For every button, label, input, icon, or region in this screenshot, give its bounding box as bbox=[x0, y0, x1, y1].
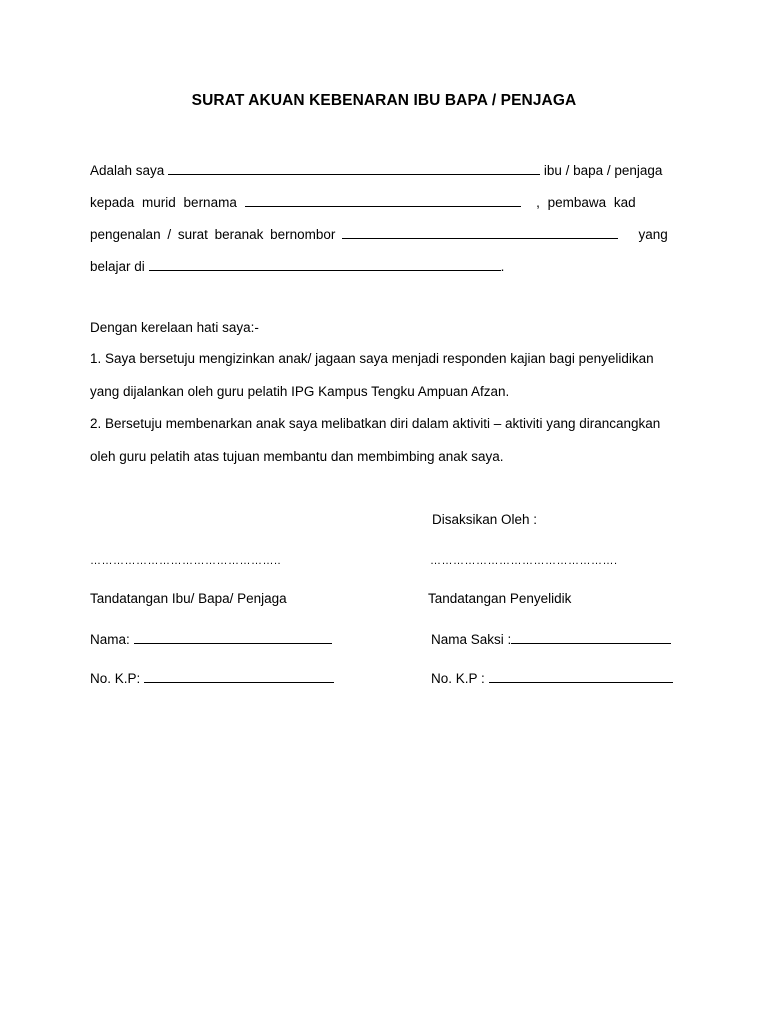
declaration-line-2 bbox=[90, 194, 678, 211]
researcher-signature-label: Tandatangan Penyelidik bbox=[428, 591, 572, 606]
witness-ic-field[interactable] bbox=[489, 670, 673, 683]
consent-item-1-line-1: 1. Saya bersetuju mengizinkan anak/ jagaan saya menjadi responden kajian bagi penyelidikan bbox=[90, 351, 654, 366]
line4-suffix: . bbox=[500, 259, 505, 274]
line2-suffix: , pembawa kad bbox=[536, 195, 636, 210]
parent-name-row bbox=[90, 631, 332, 647]
parent-ic-field[interactable] bbox=[144, 670, 334, 683]
consent-intro: Dengan kerelaan hati saya:- bbox=[90, 320, 259, 335]
parent-ic-label: No. K.P: bbox=[90, 671, 141, 686]
witness-ic-label: No. K.P : bbox=[431, 671, 485, 686]
school-blank[interactable] bbox=[149, 258, 501, 271]
consent-item-2-line-1: 2. Bersetuju membenarkan anak saya melibatkan diri dalam aktiviti – aktiviti yang dirancangkan bbox=[90, 416, 661, 431]
declaration-line-4 bbox=[90, 258, 678, 275]
declaration-line-1 bbox=[90, 162, 678, 179]
parent-ic-row bbox=[90, 670, 334, 686]
parent-name-label: Nama: bbox=[90, 632, 130, 647]
parent-name-blank[interactable] bbox=[168, 162, 540, 175]
parent-signature-dots[interactable]: ………………………………………….. bbox=[90, 555, 282, 567]
line1-suffix: ibu / bapa / penjaga bbox=[543, 163, 663, 178]
pupil-name-blank[interactable] bbox=[245, 194, 521, 207]
researcher-signature-dots[interactable]: …………………………………………. bbox=[430, 555, 618, 567]
consent-item-2-line-2: oleh guru pelatih atas tujuan membantu dan membimbing anak saya. bbox=[90, 449, 504, 464]
id-number-blank[interactable] bbox=[342, 226, 618, 239]
line3-suffix: yang bbox=[638, 227, 668, 242]
parent-signature-label: Tandatangan Ibu/ Bapa/ Penjaga bbox=[90, 591, 287, 606]
line1-prefix: Adalah saya bbox=[90, 163, 165, 178]
witness-name-field[interactable] bbox=[511, 631, 671, 644]
witness-name-label: Nama Saksi : bbox=[431, 632, 512, 647]
parent-name-field[interactable] bbox=[134, 631, 332, 644]
witness-name-row bbox=[431, 631, 671, 647]
line2-prefix: kepada murid bernama bbox=[90, 195, 237, 210]
declaration-line-3 bbox=[90, 226, 678, 243]
line3-prefix: pengenalan / surat beranak bernombor bbox=[90, 227, 336, 242]
line4-prefix: belajar di bbox=[90, 259, 145, 274]
document-title: SURAT AKUAN KEBENARAN IBU BAPA / PENJAGA bbox=[191, 92, 577, 109]
consent-item-1-line-2: yang dijalankan oleh guru pelatih IPG Kampus Tengku Ampuan Afzan. bbox=[90, 384, 510, 399]
witnessed-by-label: Disaksikan Oleh : bbox=[432, 512, 538, 527]
witness-ic-row bbox=[431, 670, 673, 686]
